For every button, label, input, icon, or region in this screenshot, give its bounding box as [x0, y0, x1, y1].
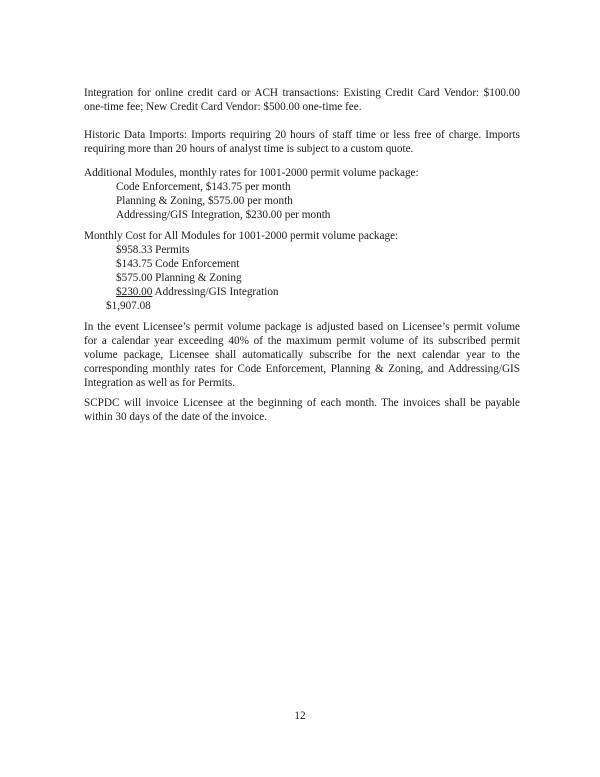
- cost-amount: $958.33: [116, 244, 153, 256]
- module-item: Planning & Zoning, $575.00 per month: [116, 195, 293, 207]
- monthly-cost-section: [84, 229, 520, 313]
- historic-imports-paragraph: Historic Data Imports: Imports requiring 20 hours of staff time or less free of charge. Imports requiring more than 20 hours of analyst time is subject to a custom quote.: [84, 129, 520, 155]
- module-item: Code Enforcement, $143.75 per month: [116, 181, 291, 193]
- cost-item: [84, 243, 520, 257]
- module-item: Addressing/GIS Integration, $230.00 per month: [116, 209, 331, 221]
- monthly-cost-heading: Monthly Cost for All Modules for 1001-2000 permit volume package:: [84, 230, 399, 242]
- cost-amount: $230.00: [116, 286, 153, 298]
- cost-amount: $143.75: [116, 258, 153, 270]
- invoice-paragraph: SCPDC will invoice Licensee at the beginning of each month. The invoices shall be payable within 30 days of the date of the invoice.: [84, 397, 520, 423]
- cost-label: Planning & Zoning: [155, 272, 242, 284]
- integration-paragraph: Integration for online credit card or ACH transactions: Existing Credit Card Vendor: $100.00 one-time fee; New Credit Card Vendor: $500.00 one-time fee.: [84, 87, 520, 113]
- cost-item: [84, 285, 520, 299]
- cost-total: $1,907.08: [106, 300, 151, 312]
- page-number: 12: [294, 710, 306, 722]
- additional-modules-section: [84, 166, 520, 222]
- cost-label: Permits: [155, 244, 190, 256]
- cost-item: [84, 271, 520, 285]
- additional-modules-heading: Additional Modules, monthly rates for 1001-2000 permit volume package:: [84, 167, 419, 179]
- cost-amount: $575.00: [116, 272, 153, 284]
- cost-item: [84, 257, 520, 271]
- volume-adjustment-paragraph: In the event Licensee’s permit volume package is adjusted based on Licensee’s permit volume for a calendar year exceeding 40% of the maximum permit volume of its subscribed permit volume package, Licensee shall automatically subscribe for the next calendar year to the corresponding monthly rates for Code Enforcement, Planning & Zoning, and Addressing/GIS Integration as well as for Permits.: [84, 321, 520, 389]
- cost-label: Code Enforcement: [155, 258, 240, 270]
- cost-label: Addressing/GIS Integration: [154, 286, 279, 298]
